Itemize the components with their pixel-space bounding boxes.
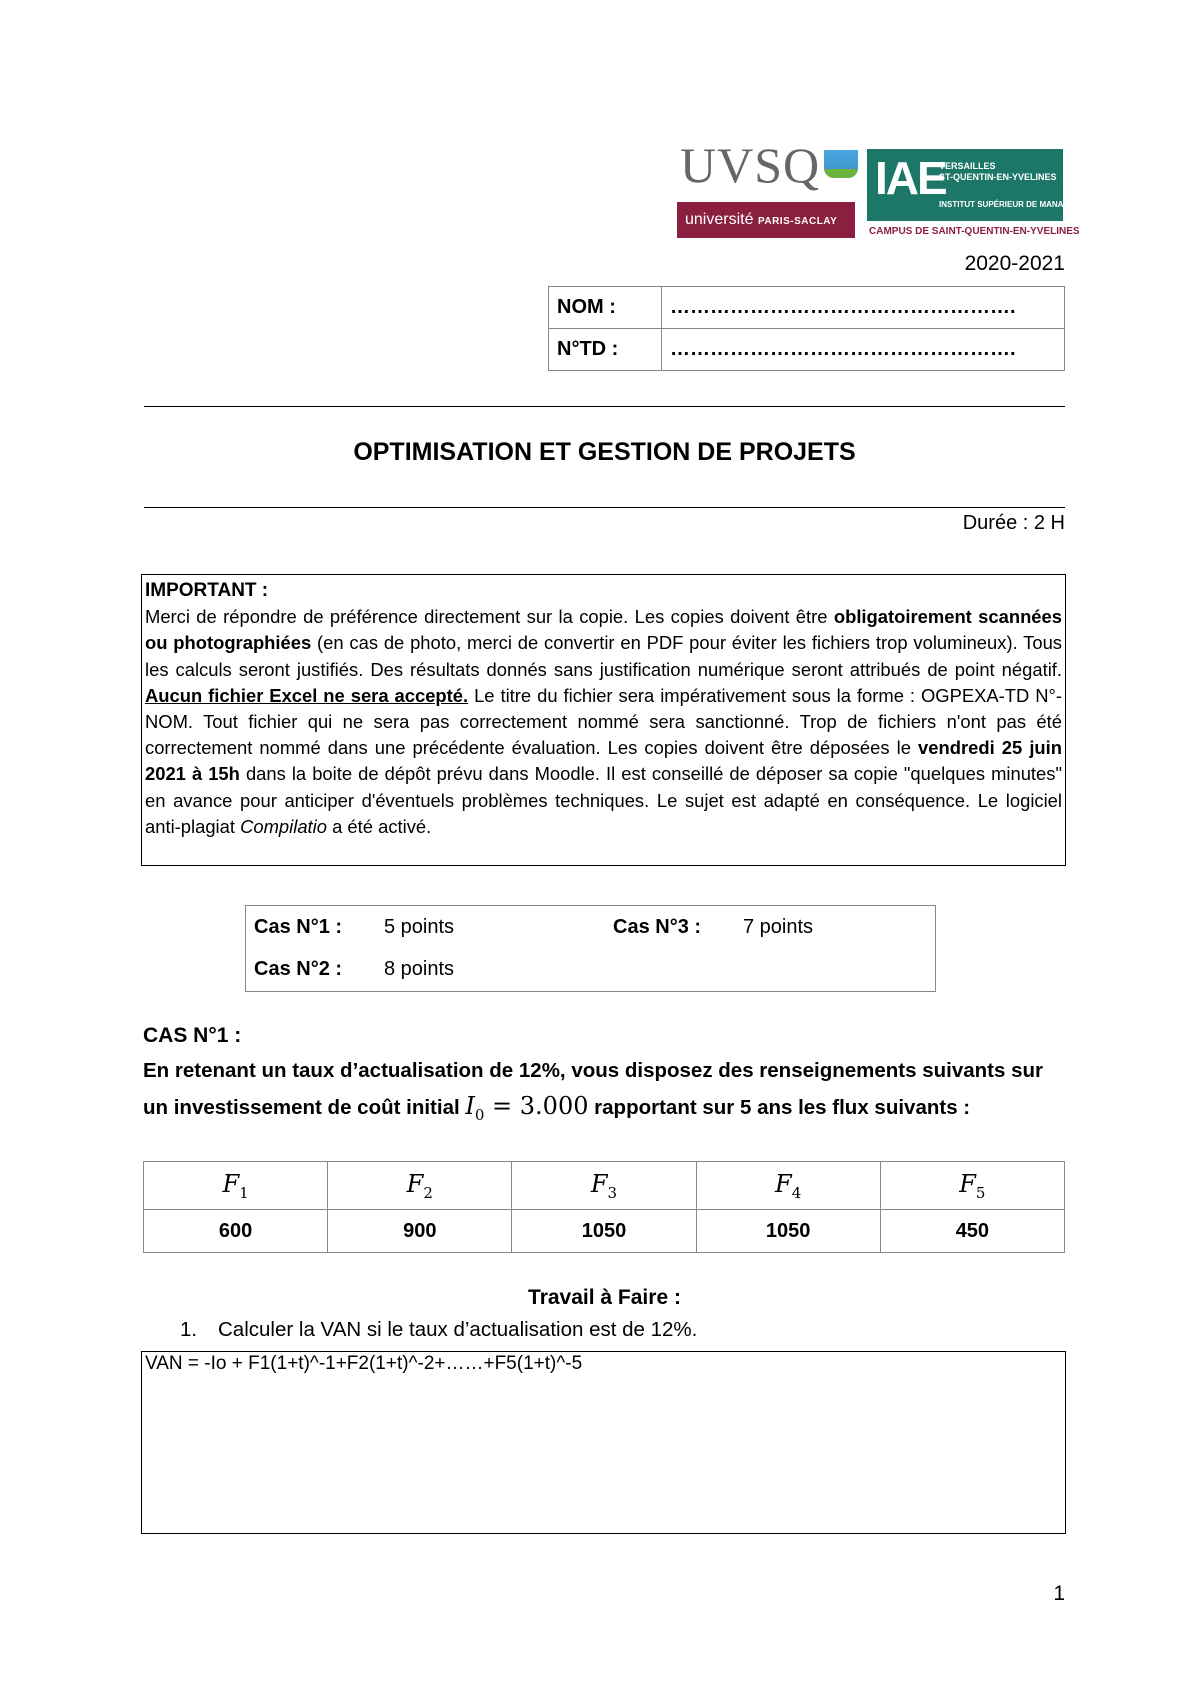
cas1-statement-line2: un investissement de coût initial $I_0 = 3.000$ rapportant sur 5 ans les flux suivants : bbox=[143, 1092, 971, 1124]
flux-header: $F_2$ bbox=[328, 1162, 512, 1210]
academic-year: 2020-2021 bbox=[964, 252, 1065, 275]
paris-saclay-logo bbox=[677, 202, 855, 238]
cas2-points: 8 points bbox=[384, 958, 455, 980]
flux-header-row bbox=[144, 1162, 1065, 1210]
question-1-number: 1. bbox=[180, 1318, 198, 1341]
cas1-points: 5 points bbox=[384, 916, 455, 938]
cas3-points: 7 points bbox=[743, 916, 814, 938]
flux-header: $F_5$ bbox=[880, 1162, 1064, 1210]
flux-value: 450 bbox=[880, 1210, 1064, 1253]
uvsq-logo-text: UVSQ bbox=[680, 137, 821, 193]
title-bottom-rule bbox=[144, 507, 1065, 508]
cas1-title: CAS N°1 : bbox=[143, 1024, 242, 1047]
flux-header: $F_1$ bbox=[144, 1162, 328, 1210]
flux-header: $F_3$ bbox=[512, 1162, 696, 1210]
universite-text: université bbox=[685, 211, 754, 228]
flux-header: $F_4$ bbox=[696, 1162, 880, 1210]
page-title: OPTIMISATION ET GESTION DE PROJETS bbox=[353, 438, 856, 466]
iae-logo-letters: IAE bbox=[875, 152, 946, 204]
question-1 bbox=[180, 1318, 697, 1342]
exam-duration: Durée : 2 H bbox=[962, 512, 1065, 534]
points-summary-box bbox=[245, 905, 936, 992]
cas3-label: Cas N°3 : bbox=[613, 916, 702, 938]
important-notice-box bbox=[141, 574, 1066, 866]
iae-line-3: INSTITUT SUPÉRIEUR DE MANAGEMENT bbox=[939, 200, 1098, 209]
initial-cost-formula: $I_0 = 3.000$ bbox=[465, 1092, 589, 1124]
campus-text: CAMPUS DE SAINT-QUENTIN-EN-YVELINES bbox=[869, 226, 1080, 237]
ntd-field[interactable]: ……………………………………………. bbox=[662, 329, 1065, 371]
cas1-label: Cas N°1 : bbox=[254, 916, 343, 938]
flux-value: 900 bbox=[328, 1210, 512, 1253]
iae-line-1: VERSAILLES bbox=[939, 161, 996, 171]
flux-value: 1050 bbox=[512, 1210, 696, 1253]
paris-saclay-text: PARIS-SACLAY bbox=[757, 216, 838, 227]
cas2-label: Cas N°2 : bbox=[254, 958, 343, 980]
title-top-rule bbox=[144, 406, 1065, 407]
page-number: 1 bbox=[1053, 1582, 1065, 1605]
flux-value: 600 bbox=[144, 1210, 328, 1253]
uvsq-logo-icon bbox=[824, 150, 858, 178]
answer-text: VAN = -Io + F1(1+t)^-1+F2(1+t)^-2+……+F5(1+t)^-5 bbox=[145, 1353, 583, 1374]
important-heading: IMPORTANT : bbox=[145, 580, 269, 601]
flux-value-row bbox=[144, 1210, 1065, 1253]
student-info-table bbox=[548, 286, 1065, 371]
flux-value: 1050 bbox=[696, 1210, 880, 1253]
ntd-row bbox=[549, 329, 1065, 371]
nom-field[interactable]: ……………………………………………. bbox=[662, 287, 1065, 329]
cash-flow-table bbox=[143, 1161, 1065, 1253]
nom-row bbox=[549, 287, 1065, 329]
ntd-label: N°TD : bbox=[549, 329, 662, 371]
travail-heading: Travail à Faire : bbox=[528, 1286, 681, 1309]
nom-label: NOM : bbox=[549, 287, 662, 329]
cas1-statement-line1: En retenant un taux d’actualisation de 12%, vous disposez des renseignements suivants sur bbox=[143, 1059, 1043, 1082]
iae-logo bbox=[867, 149, 1098, 221]
answer-box[interactable] bbox=[141, 1351, 1066, 1534]
important-text: Merci de répondre de préférence directement sur la copie. Les copies doivent être obligatoirement scannées ou photographiées (en cas de photo, merci de convertir en PDF pour éviter les fichiers trop volumineux). Tous les calculs seront justifiés. Des résultats donnés sans justification numérique seront attribués de point négatif. Aucun fichier Excel ne sera accepté. Le titre du fichier sera impérativement sous la forme : OGPEXA-TD N°- NOM. Tout fichier qui ne sera pas correctement nommé sera sanctionné. Trop de fichiers n'ont pas été correctement nommé dans une précédente évaluation. Les copies doivent être déposées le vendredi 25 juin 2021 à 15h dans la boite de dépôt prévu dans Moodle. Il est conseillé de déposer sa copie "quelques minutes" en avance pour anticiper d'éventuels problèmes techniques. Le sujet est adapté en conséquence. Le logiciel anti-plagiat Compilatio a été activé. bbox=[145, 606, 1063, 837]
iae-logo-lines bbox=[939, 161, 1057, 184]
iae-line-2: ST-QUENTIN-EN-YVELINES bbox=[939, 172, 1057, 183]
question-1-text: Calculer la VAN si le taux d’actualisation est de 12%. bbox=[218, 1318, 698, 1341]
